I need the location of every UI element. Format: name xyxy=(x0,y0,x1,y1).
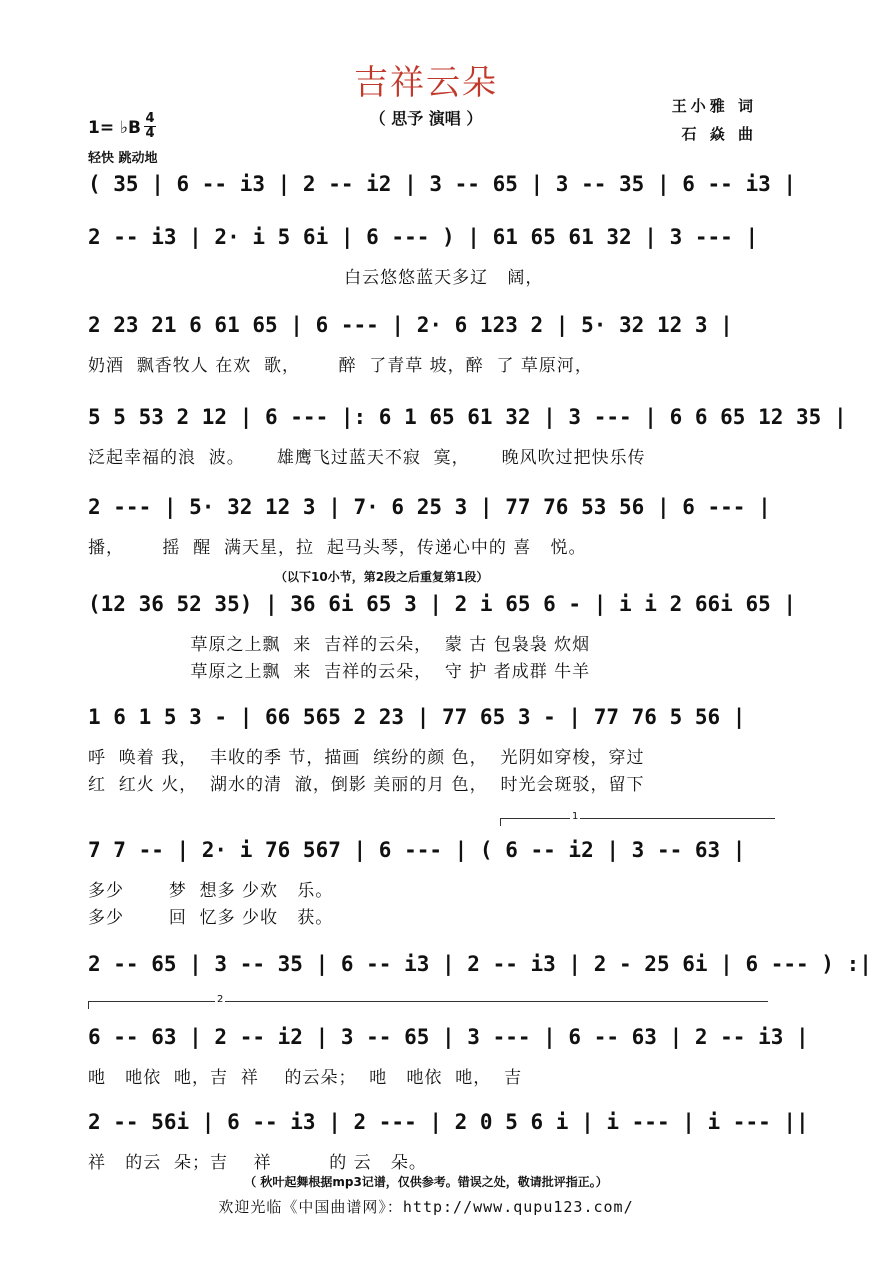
time-denominator: 4 xyxy=(145,126,155,141)
lyric-line: 草原之上飘 来 吉祥的云朵， 蒙 古 包袅袅 炊烟 xyxy=(88,635,591,655)
lyric-line: 奶酒 飘香牧人 在欢 歌， 醉 了青草 坡，醉 了 草原河， xyxy=(88,356,593,376)
composer-credit: 石 焱 曲 xyxy=(681,125,757,143)
lyric-line: 播， 摇 醒 满天星，拉 起马头琴，传递心中的 喜 悦。 xyxy=(88,538,587,558)
notation-line: 2 -- i3 | 2· i 5 6i | 6 --- ) | 61 65 61 32 | 3 --- | xyxy=(88,225,759,249)
volta-2-tick xyxy=(88,1001,89,1009)
key-signature: 1= ♭B xyxy=(88,118,141,138)
site-footer: 欢迎光临《中国曲谱网》：http://www.qupu123.com/ xyxy=(218,1198,634,1216)
notation-line: 2 --- | 5· 32 12 3 | 7· 6 25 3 | 77 76 53 56 | 6 --- | xyxy=(88,495,771,519)
notation-line: ( 35 | 6 -- i3 | 2 -- i2 | 3 -- 65 | 3 -- 35 | 6 -- i3 | xyxy=(88,172,797,196)
lyric-line: 红 红火 火， 湖水的清 澈，倒影 美丽的月 色， 时光会斑驳，留下 xyxy=(88,775,645,795)
volta-1-line xyxy=(500,818,775,819)
lyric-line: 祥 的云 朵；吉 祥 的 云 朵。 xyxy=(88,1153,427,1173)
volta-1-number: 1 xyxy=(572,811,579,822)
lyric-line: 吔 吔依 吔，吉 祥 的云朵； 吔 吔依 吔， 吉 xyxy=(88,1068,523,1088)
lyric-line: 白云悠悠蓝天多辽 阔， xyxy=(88,268,544,288)
tempo-marking: 轻快 跳动地 xyxy=(88,151,158,166)
time-numerator: 4 xyxy=(145,111,155,126)
notation-line: 1 6 1 5 3 - | 66 565 2 23 | 77 65 3 - | 77 76 5 56 | xyxy=(88,705,746,729)
repeat-instruction: （以下10小节，第2段之后重复第1段） xyxy=(275,570,489,584)
notation-line: (12 36 52 35) | 36 6i 65 3 | 2 i 65 6 - | i i 2 66i 65 | xyxy=(88,592,797,616)
volta-1-tick xyxy=(500,818,501,826)
volta-2-number: 2 xyxy=(217,994,224,1005)
notation-line: 2 -- 65 | 3 -- 35 | 6 -- i3 | 2 -- i3 | 2 - 25 6i | 6 --- ) :| xyxy=(88,952,872,976)
notation-line: 5 5 53 2 12 | 6 --- |: 6 1 65 61 32 | 3 --- | 6 6 65 12 35 | xyxy=(88,405,847,429)
notation-line: 7 7 -- | 2· i 76 567 | 6 --- | ( 6 -- i2 | 3 -- 63 | xyxy=(88,838,746,862)
notation-line: 2 -- 56i | 6 -- i3 | 2 --- | 2 0 5 6 i | i --- | i --- || xyxy=(88,1110,809,1134)
song-title: 吉祥云朵 xyxy=(354,63,498,103)
lyric-line: 多少 回 忆多 少收 获。 xyxy=(88,908,334,928)
notation-line: 2 23 21 6 61 65 | 6 --- | 2· 6 123 2 | 5· 32 12 3 | xyxy=(88,313,733,337)
lyric-line: 多少 梦 想多 少欢 乐。 xyxy=(88,881,334,901)
notation-line: 6 -- 63 | 2 -- i2 | 3 -- 65 | 3 --- | 6 -- 63 | 2 -- i3 | xyxy=(88,1025,809,1049)
lyric-line: 泛起幸福的浪 波。 雄鹰飞过蓝天不寂 寞， 晚风吹过把快乐传 xyxy=(88,448,646,468)
lyric-line: 草原之上飘 来 吉祥的云朵， 守 护 者成群 牛羊 xyxy=(88,662,591,682)
transcriber-note: （ 秋叶起舞根据mp3记谱，仅供参考。错误之处，敬请批评指正。） xyxy=(244,1175,608,1189)
time-signature xyxy=(144,112,156,141)
lyric-line: 呼 唤着 我， 丰收的季 节，描画 缤纷的颜 色， 光阴如穿梭，穿过 xyxy=(88,748,645,768)
volta-2-line xyxy=(88,1001,768,1002)
singer-credit: （ 思予 演唱 ） xyxy=(369,109,483,128)
lyricist-credit: 王小雅 词 xyxy=(671,97,757,115)
